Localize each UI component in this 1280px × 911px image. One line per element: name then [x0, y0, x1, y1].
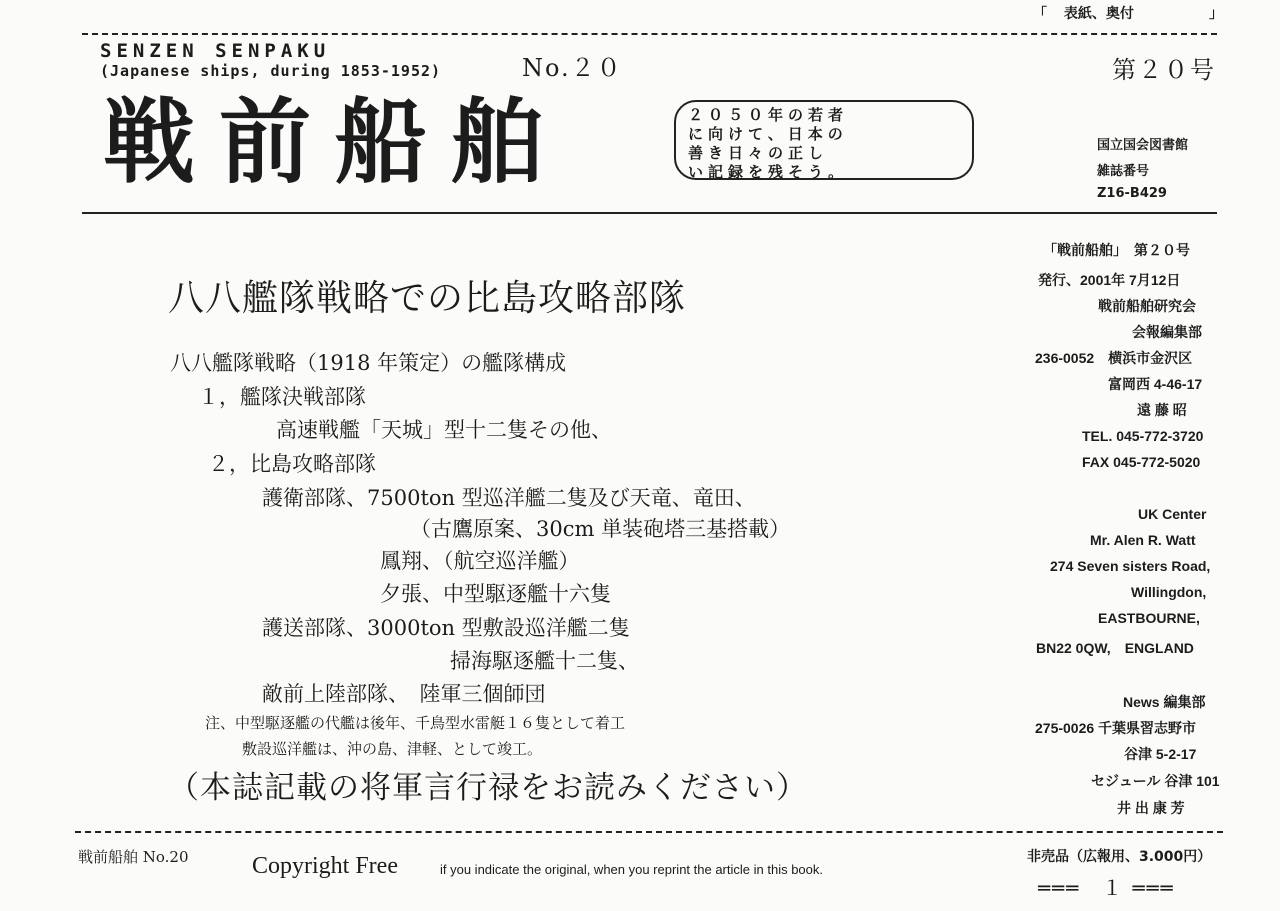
ndl-label: 国立国会図書館	[1097, 138, 1189, 153]
uk-center-name: Mr. Alen R. Watt	[1090, 532, 1196, 548]
colophon-date: 発行、2001年 7月12日	[1038, 272, 1181, 288]
corner-note	[1033, 3, 1223, 23]
article-line: 掃海駆逐艦十二隻、	[450, 649, 639, 673]
article-line: １，艦隊決戦部隊	[198, 385, 366, 409]
article-line: 夕張、中型駆逐艦十六隻	[380, 582, 611, 606]
news-address-3: セジュール 谷津 101	[1091, 773, 1220, 789]
article-line: 護送部隊、3000ton 型敷設巡洋艦二隻	[262, 616, 630, 640]
colophon-publisher: 戦前船舶研究会	[1098, 298, 1196, 314]
motto-line: い記録を残そう。	[688, 163, 849, 181]
news-address-2: 谷津 5-2-17	[1124, 746, 1197, 762]
uk-center-postcode: BN22 0QW, ENGLAND	[1036, 640, 1194, 656]
article-closing: （本誌記載の将軍言行禄をお読みください）	[168, 770, 808, 806]
footer-dashed-rule	[75, 831, 1223, 833]
colophon-editorial: 会報編集部	[1132, 324, 1202, 340]
article-note: 敷設巡洋艦は、沖の島、津軽、として竣工。	[242, 740, 543, 758]
masthead-title: 戦前船舶	[103, 89, 568, 196]
news-editorial-title: News 編集部	[1123, 694, 1206, 710]
issue-number-english: No.２０	[522, 54, 623, 82]
article-line-heading: 八八艦隊戦略（1918 年策定）の艦隊構成	[170, 351, 567, 375]
issue-number-japanese: 第２０号	[1112, 56, 1216, 84]
subtitle-english: (Japanese ships, during 1853-1952)	[100, 62, 442, 80]
uk-center-address-3: EASTBOURNE,	[1098, 610, 1200, 626]
page-number: ═══ １ ═══	[1038, 876, 1175, 900]
header-rule	[82, 212, 1217, 214]
copyright-free: Copyright Free	[252, 853, 398, 879]
uk-center-address-2: Willingdon,	[1131, 584, 1207, 600]
ndl-magazine-number: Z16-B429	[1097, 186, 1167, 201]
article-line: 敵前上陸部隊、 陸軍三個師団	[262, 682, 546, 706]
article-line: 護衛部隊、7500ton 型巡洋艦二隻及び天竜、竜田、	[262, 486, 756, 510]
news-editor-name: 井 出 康 芳	[1117, 800, 1185, 816]
corner-note-close-bracket: 」	[1209, 6, 1223, 22]
price-note: 非売品（広報用、3.000円）	[1027, 849, 1212, 865]
top-dashed-rule	[82, 33, 1217, 35]
uk-center-title: UK Center	[1138, 506, 1207, 522]
corner-note-open-bracket: 「	[1033, 6, 1047, 22]
motto-line: ２０５０年の若者	[688, 106, 849, 124]
colophon-issue: 「戦前船舶」 第２０号	[1043, 242, 1190, 258]
colophon-editor-name: 遠 藤 昭	[1137, 402, 1187, 418]
article-note: 注、中型駆逐艦の代艦は後年、千鳥型水雷艇１６隻として着工	[205, 714, 626, 732]
news-address-1: 275-0026 千葉県習志野市	[1035, 720, 1197, 736]
colophon-fax: FAX 045-772-5020	[1082, 454, 1201, 470]
colophon-address-1: 236-0052 横浜市金沢区	[1035, 350, 1193, 366]
copyright-note: if you indicate the original, when you reprint the article in this book.	[440, 862, 823, 877]
colophon-tel: TEL. 045-772-3720	[1082, 428, 1204, 444]
motto-line: に向けて、日本の	[688, 125, 848, 143]
uk-center-address-1: 274 Seven sisters Road,	[1050, 558, 1211, 574]
article-line: （古鷹原案、30cm 単装砲塔三基搭載）	[410, 517, 791, 541]
ndl-magazine-number-label: 雑誌番号	[1097, 164, 1150, 179]
article-title: 八八艦隊戦略での比島攻略部隊	[168, 278, 687, 319]
colophon-address-2: 富岡西 4-46-17	[1108, 376, 1203, 392]
article-line: 鳳翔、（航空巡洋艦）	[380, 549, 580, 573]
article-line: ２，比島攻略部隊	[208, 452, 376, 476]
footer-publication: 戦前船舶 No.20	[78, 848, 189, 866]
article-line: 高速戦艦「天城」型十二隻その他、	[276, 418, 612, 442]
title-english: SENZEN SENPAKU	[100, 40, 331, 62]
corner-note-text: 表紙、奥付	[1063, 6, 1134, 22]
motto-box	[674, 100, 974, 180]
motto-line: 善き日々の正し	[688, 144, 829, 162]
